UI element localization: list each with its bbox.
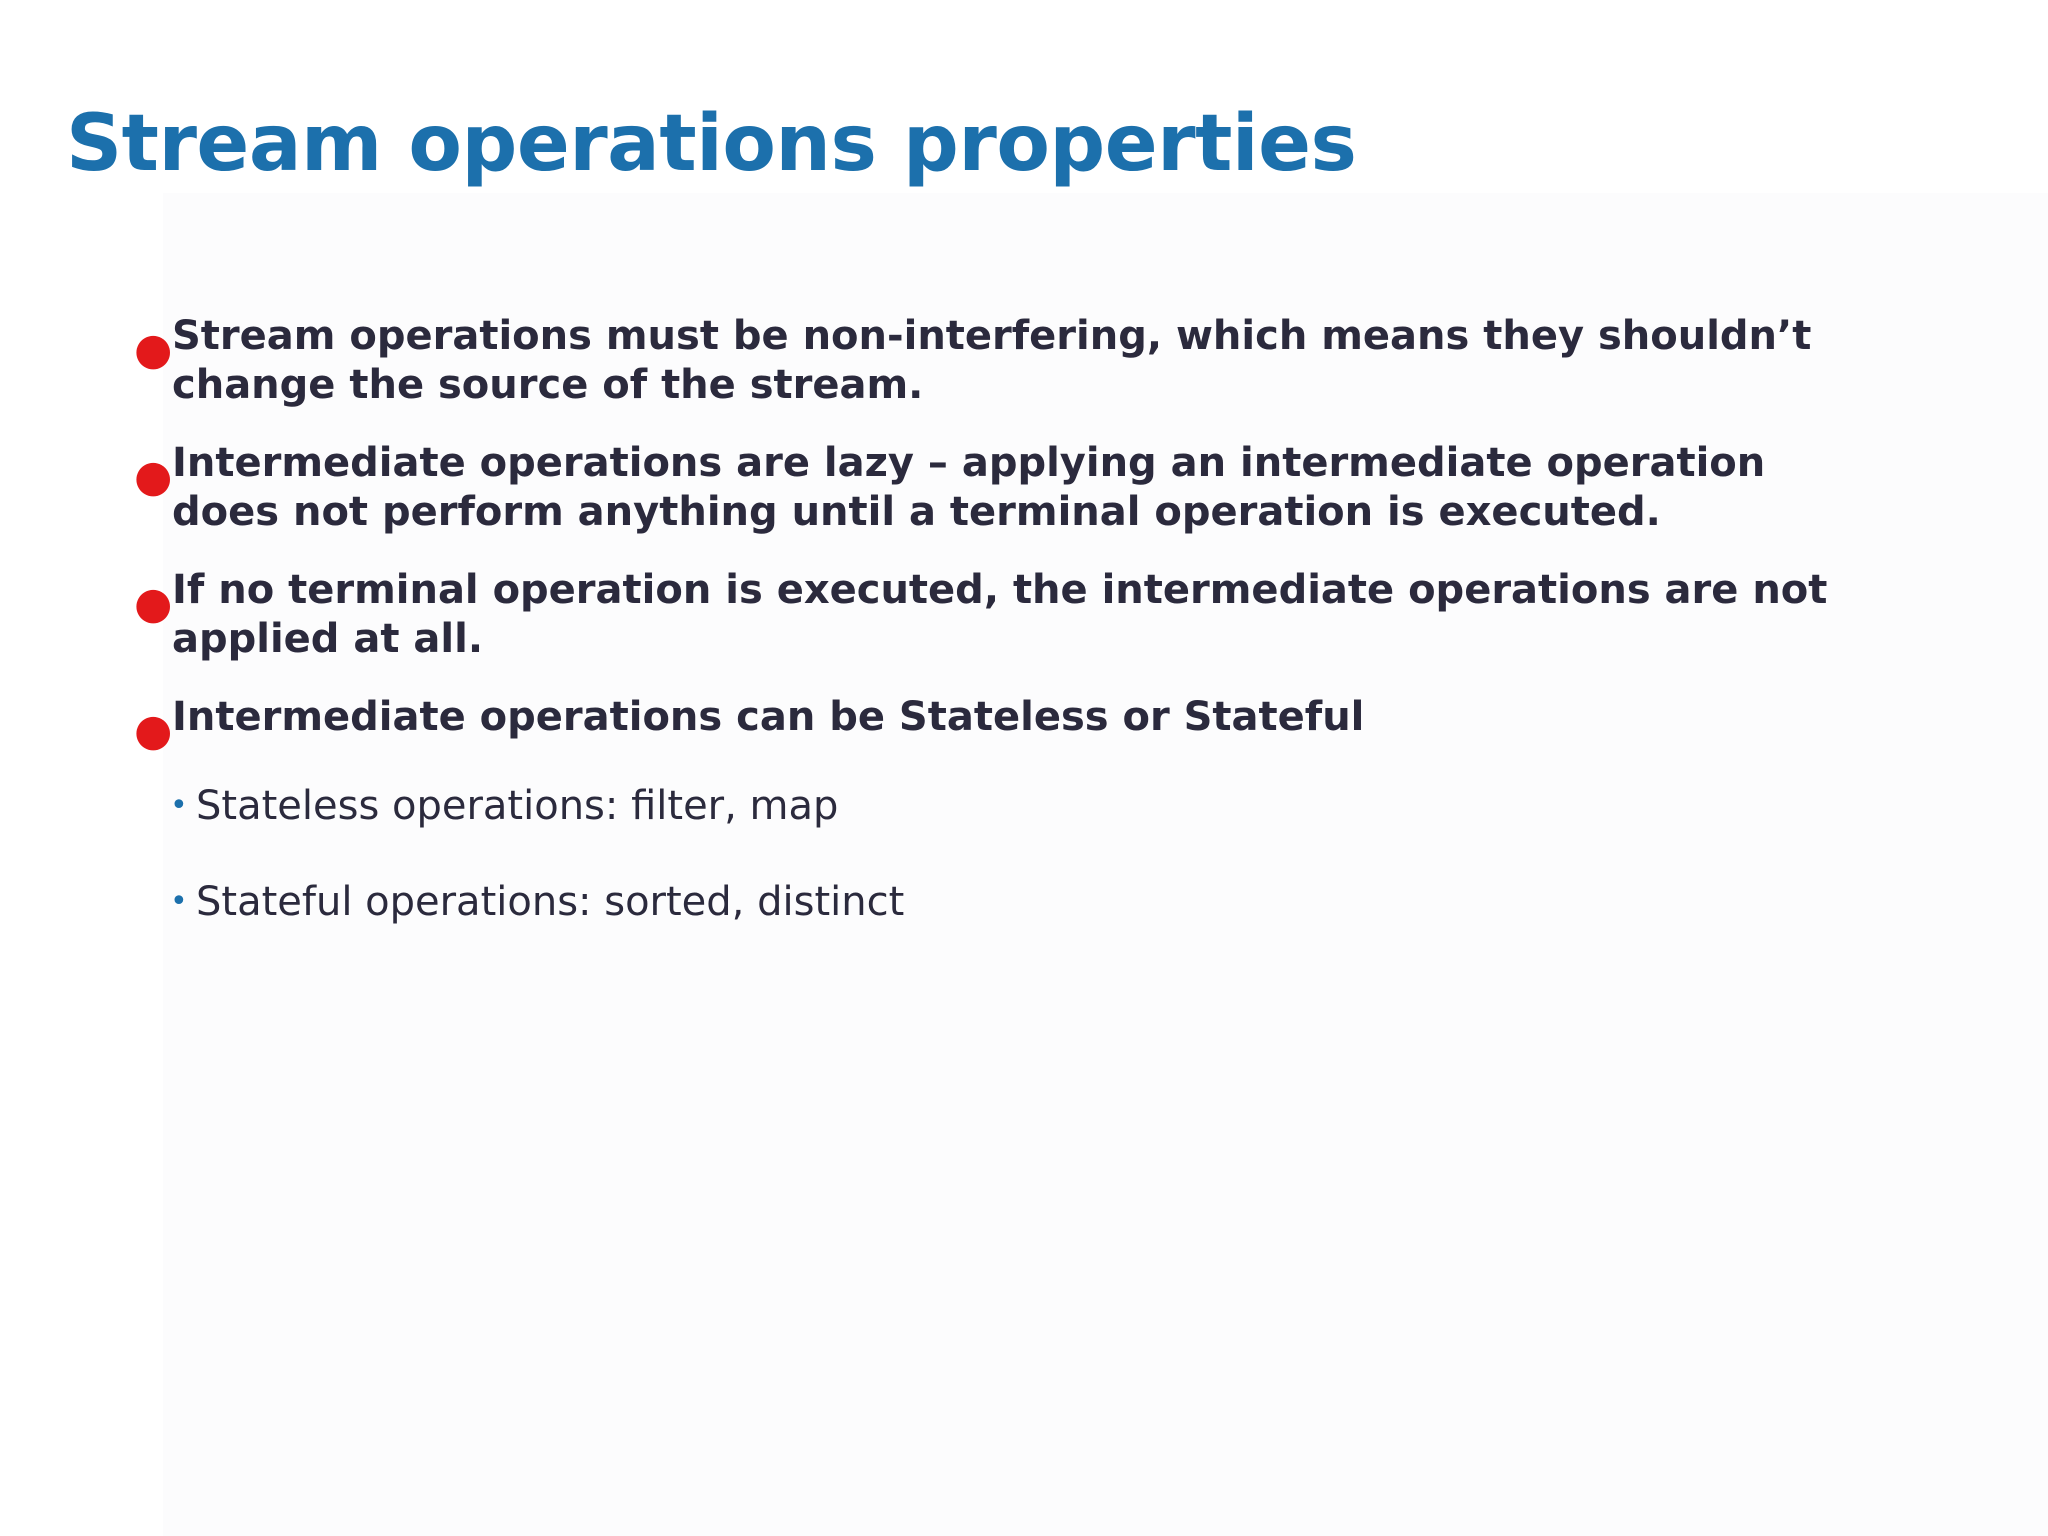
bullet-text: Stream operations must be non-interfering, which means they shouldn’t change the source of the stream. — [172, 313, 1812, 408]
sub-bullet-marker-icon: • — [170, 884, 188, 919]
bullet-marker-icon: ● — [134, 578, 173, 629]
sub-bullet-text: Stateful operations: sorted, distinct — [196, 879, 905, 925]
bullet-text: Intermediate operations can be Stateless or Stateful — [172, 694, 1365, 740]
bullet-text: If no terminal operation is executed, the intermediate operations are not applied at all. — [172, 567, 1828, 662]
bullet-text: Intermediate operations are lazy – applying an intermediate operation does not perform anything until a terminal operation is executed. — [172, 440, 1766, 535]
bullet-marker-icon: ● — [134, 324, 173, 375]
bullet-marker-icon: ● — [134, 451, 173, 502]
slide-title: Stream operations properties — [66, 99, 1357, 189]
bullet-marker-icon: ● — [134, 705, 173, 756]
sub-bullet-marker-icon: • — [170, 788, 188, 823]
sub-bullet-text: Stateless operations: filter, map — [196, 783, 839, 829]
